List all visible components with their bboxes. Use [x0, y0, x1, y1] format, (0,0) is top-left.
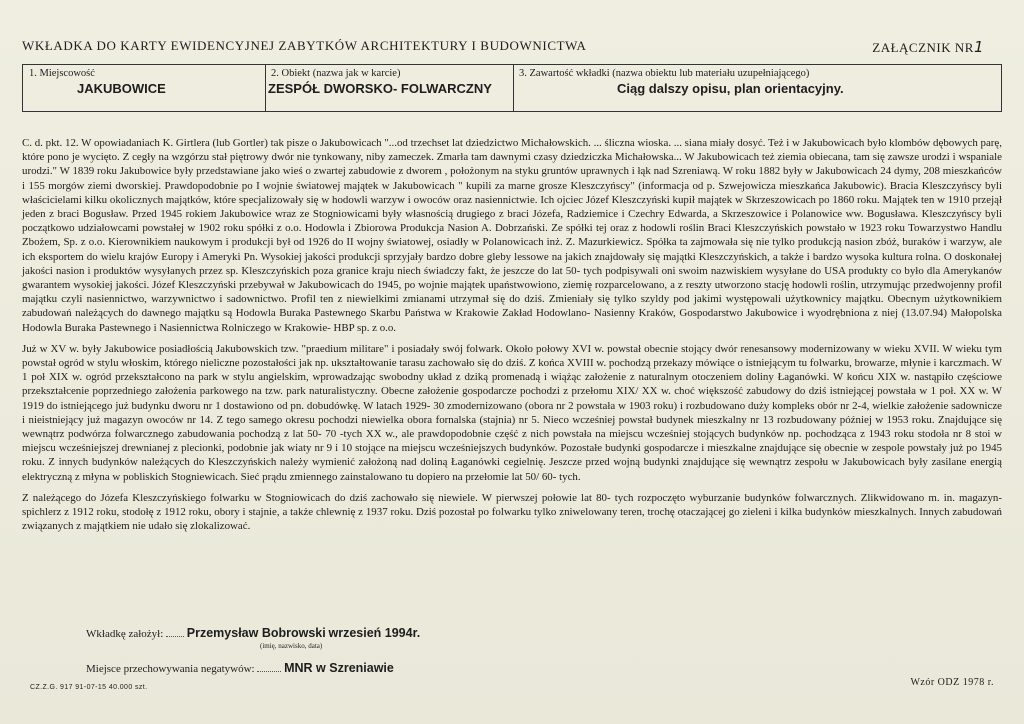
- field-content-value: Ciąg dalszy opisu, plan orientacyjny.: [617, 81, 844, 96]
- storage-label: Miejsce przechowywania negatywów:: [86, 663, 255, 675]
- field-content: [513, 65, 1001, 111]
- field-content-label: 3. Zawartość wkładki (nazwa obiektu lub materiału uzupełniającego): [519, 68, 810, 79]
- field-locality-label: 1. Miejscowość: [29, 68, 95, 79]
- field-locality-value: JAKUBOWICE: [77, 81, 166, 96]
- author-label: Wkładkę założył:: [86, 628, 164, 640]
- paragraph-1: C. d. pkt. 12. W opowiadaniach K. Girtlera (lub Gortler) tak pisze o Jakubowicach "...od trzechset lat dziedzictwo Michałowskich. ... śliczna wioska. ... siana miały dosyć. Też i w Jakubowicach było klombów dębowych parę, które pono je wycięto. Z cegły na wzgórzu stał piętrowy dwór nie tynkowany, niby zameczek. Zmarła tam dawnymi czasy dziedziczka Michałowska... W Jakubowicach też ziemia obiecana, tam się zawsze urodzi i wspaniale urodzi." W 1839 roku Jakubowice były przedstawiane jako wieś o zwartej zabudowie z dworem , położonym na styku gruntów uprawnych i łąk nad Szreniawą. W roku 1882 były w Jakubowicach 24 dymy, 208 mieszkańców i 155 morgów ziemi dworskiej. Prawdopodobnie po I wojnie światowej majątek w Jakubowicach " kupili za marne grosze Kleszczyńscy" (informacja od p. Szwejowicza mieszkańca Jakubowic). Bracia Kleszczyńscy byli właścicielami kilku okolicznych majątków, które specjalizowały się w hodowli warzyw i owoców oraz nasiennictwie. Ich ojciec Józef Kleszczyński kupił majątek w Skrzeszowicach po 1860 roku. Majątek ten w 1910 przejął jeden z braci Bogusław. Przed 1945 rokiem Jakubowice wraz ze Stogniowicami były własnością drugiego z braci Józefa, Radziemice i Czechry Edwarda, a Skrzeszowice i Polanowice ww. Bogusława. Kleszczyńscy byli początkowo udziałowcami powstałej w 1902 roku spółki z o.o. Hodowla i Zbiorowa Produkcja Nasion A. Dobrzański. Ze spółki tej oraz z hodowli roślin Braci Kleszczyńskich powstało w 1923 roku Towarzystwo Handlu Zbożem, Sp. z o.o. Kierownikiem naukowym i produkcji był od 1926 do II wojny światowej, osiadły w Polanowicach inż. Z. Mazurkiewicz. Spółka ta zajmowała się nie tylko produkcją nasion zbóż, buraków i warzyw, ale ich eksportem do wielu krajów Europy i Ameryki Pn. Wysokiej jakości produkcji sprzyjały bardzo dobre gleby lessowe na jakich znajdowały się majątki Kleszczyńskich, a także i bardzo wysoka kultura rolna. O doskonałej jakości nasion i produktów wysyłanych przez sp. Kleszczyńskich poza granice kraju niech świadczy fakt, że jeszcze do lat 50- tych podpisywali oni swoim nazwiskiem wysyłane do USA produkty co było dla Amerykanów gwarantem wysokiej jakości. Józef Kleszczyński przebywał w Jakubowicach do 1945, po wojnie majątek upaństwowiono, ziemię rozparcelowano, a z reszty utworzono stację hodowli roślin, utrzymując przedwojenny profil majątku czyli nasiennictwo, warzywnictwo i sadownictwo. Profil ten z niewielkimi zmianami utrzymał się do dziś. Zmieniały się tylko szyldy pod jakimi występowali użytkownicy majątku. Obecnym użytkownikiem zabudowań należących do dawnego majątku są Hodowla Buraka Pastewnego Skarbu Państwa w Krakowie Zakład Hodowlano- Nasienny Kraków, Gospodarstwo Jakubowice i wyodrębniona z niej (13.07.94) Małopolska Hodowla Buraka Pastewnego i Nasiennictwa Rolniczego w Krakowie- HBP sp. z o.o.: [22, 137, 1002, 334]
- field-object-value: ZESPÓŁ DWORSKO- FOLWARCZNY: [268, 81, 492, 96]
- form-model: Wzór ODZ 1978 r.: [910, 677, 994, 688]
- annex-number: 1: [973, 38, 984, 56]
- title-row: [22, 38, 984, 58]
- print-code: CZ.Z.G. 917 91-07-15 40.000 szt.: [30, 684, 148, 691]
- author-hint: (imię, nazwisko, data): [260, 642, 323, 650]
- field-object-label: 2. Obiekt (nazwa jak w karcie): [271, 68, 401, 79]
- storage-value: MNR w Szreniawie: [284, 661, 394, 675]
- description-body: [22, 136, 1002, 540]
- header-fields: [22, 64, 1002, 112]
- author-value: Przemysław Bobrowski: [186, 626, 326, 640]
- annex-label-group: [872, 38, 984, 56]
- author-row: [86, 626, 420, 640]
- date-value: wrzesień 1994r.: [328, 626, 421, 640]
- field-locality: [23, 65, 266, 111]
- annex-label: ZAŁĄCZNIK NR: [872, 40, 974, 55]
- paragraph-3: Z należącego do Józefa Kleszczyńskiego folwarku w Stogniowicach do dziś zachowało się niewiele. W pierwszej połowie lat 80- tych rozpoczęto wyburzanie budynków folwarcznych. Zlikwidowano m. in. magazyn- spichlerz z 1912 roku, stodołę z 1912 roku, obory i stajnie, a także chlewnię z 1937 roku. Dziś pozostał po folwarku tylko zniwelowany teren, trochę otaczającej go zieleni i kilka budynków mieszkalnych. Innych zabudowań związanych z majątkiem nie udało się zlokalizować.: [22, 491, 1002, 533]
- field-object: [265, 65, 514, 111]
- storage-row: [86, 661, 394, 675]
- paragraph-2: Już w XV w. były Jakubowice posiadłością Jakubowskich tzw. "praedium militare" i posiadały swój folwark. Około połowy XVI w. powstał obecnie stojący dwór renesansowy modernizowany w wieku XVII. W wieku tym powstał ogród w stylu włoskim, którego nieliczne pozostałości jak np. ukształtowanie tarasu zachowało się do dziś. Z końca XVIII w. pochodzą przekazy mówiące o istniejącym tu folwarku, browarze, młynie i karczmach. W 1 poł XIX w. ogród przekształcono na park w stylu angielskim, wprowadzając swobodny układ z dziką promenadą i wiążąc założenie z naturalnym otoczeniem doliny Łaganówki. W końcu XIX w. nastąpiło częściowe przekształcenie poprzedniego założenia parkowego na tzw. park naturalistyczny. Obecne założenie gospodarcze pochodzi z przełomu XIX/ XX w. choć większość zabudowy do dziś istniejącej powstała w 1 poł. XX w. W 1919 do istniejącego już budynku dworu nr 1 dostawiono od pn. dobudówkę. W latach 1929- 30 zmodernizowano (obora nr 2 powstała w 1903 roku) i rozbudowano duży kompleks obór nr 2-4, wielkie założenie sadownicze i nieistniejący już magazyn owoców nr 14. Z tego samego okresu pochodzi niewielka obora fornalska (stajnia) nr 5. Nieco wcześniej powstał budynek mieszkalny nr 13 rozbudowany później w 1953 roku. Znajdujące się wewnątrz podwórza folwarcznego zabudowania pochodzą z lat 50- 70 -tych XX w., ale prawdopodobnie część z nich powstała na miejscu wcześniej stojących budynków np. pochodząca z 1943 roku stodoła nr 8 stoi w miejscu wcześniejszej drewnianej z plecionki, podobnie jak wiaty nr 9 i 10 stojące na miejscu wcześniejszych budynków. Pozostałe budynki gospodarcze i mieszkalne znajdujące się obecnie w zespole powstały już po 1945 roku. Z innych budynków należących do Kleszczyńskich należy wymienić założoną nad doliną Łaganówki cegielnię. Jeszcze przed wojną budynki znajdujące się wewnątrz zespołu w Jakubowicach były zasilane energią elektryczną z młyna w pobliskich Stogniewicach. Sieć prądu zmiennego zainstalowano tu dopiero na przełomie lat 50/ 60- tych.: [22, 342, 1002, 483]
- document-title: WKŁADKA DO KARTY EWIDENCYJNEJ ZABYTKÓW ARCHITEKTURY I BUDOWNICTWA: [22, 38, 587, 53]
